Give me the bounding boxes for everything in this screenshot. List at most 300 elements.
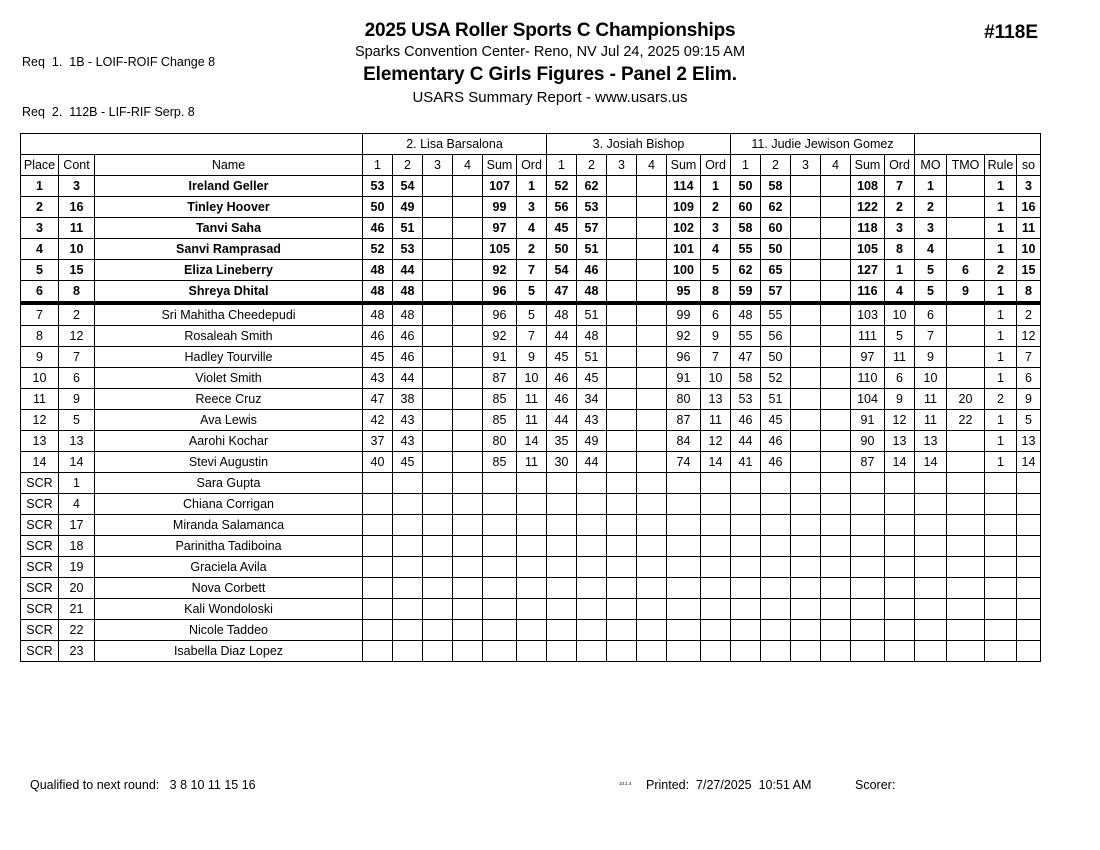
- cell-j2-sum: [667, 515, 701, 536]
- cell-j1-score-1: 40: [363, 452, 393, 473]
- cell-rule: [985, 620, 1017, 641]
- cell-j2-ord: 1: [701, 176, 731, 197]
- cell-j1-sum: [483, 599, 517, 620]
- cell-j3-score-4: [821, 347, 851, 368]
- cell-j1-sum: 87: [483, 368, 517, 389]
- cell-j1-score-3: [423, 368, 453, 389]
- cell-j3-score-3: [791, 347, 821, 368]
- cell-tmo: [947, 326, 985, 347]
- cell-place: 14: [21, 452, 59, 473]
- cell-name: Nicole Taddeo: [95, 620, 363, 641]
- cell-j1-ord: [517, 473, 547, 494]
- judge-banner-2: 3. Josiah Bishop: [547, 134, 731, 155]
- cell-j1-score-1: 37: [363, 431, 393, 452]
- table-row: [21, 431, 1041, 452]
- cell-j1-sum: 97: [483, 218, 517, 239]
- cell-j3-score-2: [761, 494, 791, 515]
- cell-mo: [915, 536, 947, 557]
- cell-name: Eliza Lineberry: [95, 260, 363, 281]
- cell-j1-score-3: [423, 326, 453, 347]
- cell-j3-sum: 105: [851, 239, 885, 260]
- cell-j3-ord: 14: [885, 452, 915, 473]
- cell-j2-score-1: [547, 515, 577, 536]
- cell-j1-score-4: [453, 473, 483, 494]
- header-j3-score-2: 2: [761, 155, 791, 176]
- cell-j3-ord: [885, 494, 915, 515]
- cell-j2-score-2: 46: [577, 260, 607, 281]
- cell-j3-ord: 12: [885, 410, 915, 431]
- cell-j1-score-3: [423, 260, 453, 281]
- cell-j2-score-1: 46: [547, 389, 577, 410]
- cell-place: 4: [21, 239, 59, 260]
- cell-j2-sum: [667, 557, 701, 578]
- cell-j3-score-2: [761, 557, 791, 578]
- cell-place: SCR: [21, 536, 59, 557]
- cell-j3-score-4: [821, 578, 851, 599]
- cell-j3-ord: [885, 557, 915, 578]
- cell-cont: 7: [59, 347, 95, 368]
- cell-j2-score-2: [577, 515, 607, 536]
- cell-mo: 7: [915, 326, 947, 347]
- cell-j2-score-3: [607, 389, 637, 410]
- cell-j3-ord: [885, 641, 915, 662]
- cell-j3-score-3: [791, 536, 821, 557]
- cell-j3-sum: 104: [851, 389, 885, 410]
- cell-j1-sum: [483, 641, 517, 662]
- cell-tmo: [947, 176, 985, 197]
- cell-j3-score-1: 58: [731, 218, 761, 239]
- cell-j1-score-4: [453, 641, 483, 662]
- table-row: [21, 557, 1041, 578]
- cell-j3-score-2: 52: [761, 368, 791, 389]
- cell-j2-score-2: 48: [577, 326, 607, 347]
- cell-j2-score-4: [637, 515, 667, 536]
- cell-j1-score-3: [423, 176, 453, 197]
- cell-j3-score-2: [761, 473, 791, 494]
- cell-j2-score-1: 56: [547, 197, 577, 218]
- cell-j1-score-2: 49: [393, 197, 423, 218]
- cell-j1-score-3: [423, 281, 453, 304]
- header-j3-score-3: 3: [791, 155, 821, 176]
- cell-tmo: [947, 620, 985, 641]
- cell-j1-score-4: [453, 239, 483, 260]
- cell-j3-sum: 122: [851, 197, 885, 218]
- cell-j3-score-4: [821, 303, 851, 326]
- cell-tmo: [947, 557, 985, 578]
- cell-j1-score-1: [363, 557, 393, 578]
- cell-j3-score-2: 56: [761, 326, 791, 347]
- version-mark: 10.1.4: [619, 781, 632, 786]
- table-row: [21, 239, 1041, 260]
- table-row: [21, 218, 1041, 239]
- cell-j3-score-1: 60: [731, 197, 761, 218]
- cell-j3-score-4: [821, 410, 851, 431]
- header-j3-sum: Sum: [851, 155, 885, 176]
- cell-j1-sum: 85: [483, 410, 517, 431]
- cell-mo: 11: [915, 410, 947, 431]
- banner-spacer: [21, 134, 363, 155]
- cell-j1-score-2: [393, 515, 423, 536]
- cell-j2-score-1: [547, 557, 577, 578]
- cell-rule: [985, 494, 1017, 515]
- cell-j1-score-1: 43: [363, 368, 393, 389]
- header-place: Place: [21, 155, 59, 176]
- cell-j3-score-4: [821, 389, 851, 410]
- cell-j1-score-1: 48: [363, 303, 393, 326]
- cell-place: SCR: [21, 578, 59, 599]
- cell-so: 14: [1017, 452, 1041, 473]
- results-table: [20, 133, 1041, 662]
- cell-j1-sum: 85: [483, 452, 517, 473]
- cell-j1-score-2: 51: [393, 218, 423, 239]
- cell-j2-score-2: [577, 620, 607, 641]
- cell-j3-ord: [885, 599, 915, 620]
- cell-rule: [985, 557, 1017, 578]
- cell-j2-ord: [701, 515, 731, 536]
- cell-rule: 2: [985, 260, 1017, 281]
- cell-cont: 17: [59, 515, 95, 536]
- cell-place: 5: [21, 260, 59, 281]
- cell-place: 1: [21, 176, 59, 197]
- cell-cont: 11: [59, 218, 95, 239]
- cell-j1-ord: 11: [517, 389, 547, 410]
- header-j2-score-3: 3: [607, 155, 637, 176]
- cell-j1-score-1: 46: [363, 326, 393, 347]
- cell-j2-sum: 114: [667, 176, 701, 197]
- column-header-row: [21, 155, 1041, 176]
- cell-j2-score-2: [577, 557, 607, 578]
- cell-j3-ord: 9: [885, 389, 915, 410]
- cell-j1-ord: 3: [517, 197, 547, 218]
- cell-j3-score-4: [821, 494, 851, 515]
- table-row: [21, 176, 1041, 197]
- cell-j1-score-2: [393, 641, 423, 662]
- cell-j1-score-3: [423, 494, 453, 515]
- cell-j2-sum: 87: [667, 410, 701, 431]
- cell-name: Tinley Hoover: [95, 197, 363, 218]
- cell-j3-ord: 11: [885, 347, 915, 368]
- cell-j1-score-4: [453, 578, 483, 599]
- cell-j2-sum: 84: [667, 431, 701, 452]
- cell-j2-score-2: [577, 578, 607, 599]
- table-row: [21, 473, 1041, 494]
- cell-j3-score-3: [791, 239, 821, 260]
- cell-j3-score-4: [821, 452, 851, 473]
- cell-cont: 22: [59, 620, 95, 641]
- cell-j3-score-3: [791, 578, 821, 599]
- cell-j1-score-1: 50: [363, 197, 393, 218]
- cell-j2-score-3: [607, 452, 637, 473]
- cell-j1-ord: [517, 515, 547, 536]
- cell-j3-ord: 3: [885, 218, 915, 239]
- cell-j1-ord: [517, 641, 547, 662]
- table-row: [21, 303, 1041, 326]
- cell-mo: 9: [915, 347, 947, 368]
- cell-j2-score-1: [547, 494, 577, 515]
- cell-j2-ord: [701, 620, 731, 641]
- cell-so: 15: [1017, 260, 1041, 281]
- cell-rule: 1: [985, 176, 1017, 197]
- cell-mo: 10: [915, 368, 947, 389]
- cell-j3-score-2: [761, 515, 791, 536]
- cell-j2-score-1: 48: [547, 303, 577, 326]
- cell-j2-score-2: 48: [577, 281, 607, 304]
- cell-j1-sum: 107: [483, 176, 517, 197]
- cell-j3-score-2: 50: [761, 347, 791, 368]
- cell-mo: 11: [915, 389, 947, 410]
- cell-j3-sum: [851, 536, 885, 557]
- cell-j3-score-1: 53: [731, 389, 761, 410]
- cell-j2-score-1: 44: [547, 326, 577, 347]
- cell-j2-score-3: [607, 641, 637, 662]
- cell-cont: 21: [59, 599, 95, 620]
- cell-j1-score-4: [453, 260, 483, 281]
- cell-j1-score-3: [423, 197, 453, 218]
- cell-cont: 12: [59, 326, 95, 347]
- cell-j2-score-1: [547, 599, 577, 620]
- cell-j3-score-1: 41: [731, 452, 761, 473]
- cell-j2-score-3: [607, 473, 637, 494]
- cell-tmo: 20: [947, 389, 985, 410]
- cell-j2-ord: 9: [701, 326, 731, 347]
- table-row: [21, 599, 1041, 620]
- cell-j2-score-1: 50: [547, 239, 577, 260]
- cell-so: [1017, 494, 1041, 515]
- cell-tmo: [947, 303, 985, 326]
- qualified-next-round: Qualified to next round: 3 8 10 11 15 16: [30, 778, 256, 792]
- header-j1-ord: Ord: [517, 155, 547, 176]
- cell-mo: [915, 557, 947, 578]
- cell-j2-score-4: [637, 431, 667, 452]
- judge-banner-row: [21, 134, 1041, 155]
- cell-j1-ord: [517, 620, 547, 641]
- cell-j2-score-2: 49: [577, 431, 607, 452]
- cell-tmo: [947, 515, 985, 536]
- cell-cont: 3: [59, 176, 95, 197]
- cell-j2-sum: 95: [667, 281, 701, 304]
- cell-so: [1017, 620, 1041, 641]
- title-block: [0, 19, 1100, 108]
- cell-j3-sum: 87: [851, 452, 885, 473]
- cell-j3-score-3: [791, 599, 821, 620]
- header-mo: MO: [915, 155, 947, 176]
- cell-so: [1017, 599, 1041, 620]
- cell-j1-score-3: [423, 303, 453, 326]
- cell-j3-score-2: 57: [761, 281, 791, 304]
- cell-j1-score-1: [363, 620, 393, 641]
- cell-j2-score-2: 57: [577, 218, 607, 239]
- cell-place: SCR: [21, 641, 59, 662]
- cell-j1-score-4: [453, 515, 483, 536]
- cell-tmo: 6: [947, 260, 985, 281]
- page-header: [0, 0, 1100, 119]
- cell-so: 12: [1017, 326, 1041, 347]
- cell-mo: [915, 641, 947, 662]
- cell-cont: 13: [59, 431, 95, 452]
- cell-j1-ord: 11: [517, 410, 547, 431]
- page-title: 2025 USA Roller Sports C Championships: [364, 20, 736, 41]
- cell-j2-sum: 99: [667, 303, 701, 326]
- cell-mo: 5: [915, 281, 947, 304]
- cell-j2-score-2: [577, 536, 607, 557]
- cell-j3-score-2: [761, 578, 791, 599]
- cell-j1-ord: 7: [517, 260, 547, 281]
- cell-j3-score-3: [791, 281, 821, 304]
- cell-j1-score-3: [423, 473, 453, 494]
- cell-j2-sum: 80: [667, 389, 701, 410]
- cell-j2-ord: 7: [701, 347, 731, 368]
- cell-j2-ord: 8: [701, 281, 731, 304]
- cell-so: [1017, 641, 1041, 662]
- cell-j3-score-1: [731, 578, 761, 599]
- cell-j3-score-3: [791, 389, 821, 410]
- cell-j2-score-4: [637, 347, 667, 368]
- cell-rule: [985, 473, 1017, 494]
- cell-j3-sum: [851, 620, 885, 641]
- cell-j3-score-4: [821, 557, 851, 578]
- cell-so: [1017, 578, 1041, 599]
- table-row: [21, 347, 1041, 368]
- cell-rule: 1: [985, 239, 1017, 260]
- cell-j3-score-2: [761, 620, 791, 641]
- cell-j3-score-4: [821, 281, 851, 304]
- scorer-label: Scorer:: [855, 778, 896, 792]
- cell-j3-sum: [851, 578, 885, 599]
- cell-j1-score-1: 53: [363, 176, 393, 197]
- cell-j1-sum: [483, 515, 517, 536]
- cell-j1-sum: [483, 578, 517, 599]
- cell-rule: 1: [985, 431, 1017, 452]
- cell-j1-sum: 96: [483, 303, 517, 326]
- cell-j3-score-1: [731, 515, 761, 536]
- cell-j2-ord: [701, 557, 731, 578]
- cell-j2-ord: [701, 494, 731, 515]
- cell-name: Stevi Augustin: [95, 452, 363, 473]
- cell-place: 12: [21, 410, 59, 431]
- cell-j2-score-3: [607, 431, 637, 452]
- cell-name: Ireland Geller: [95, 176, 363, 197]
- cell-j3-score-3: [791, 557, 821, 578]
- cell-j2-score-3: [607, 281, 637, 304]
- cell-j3-score-2: 46: [761, 452, 791, 473]
- header-j2-ord: Ord: [701, 155, 731, 176]
- cell-j3-score-4: [821, 197, 851, 218]
- cell-j1-sum: 92: [483, 326, 517, 347]
- cell-j3-score-2: [761, 641, 791, 662]
- cell-place: 9: [21, 347, 59, 368]
- cell-j2-sum: 102: [667, 218, 701, 239]
- cell-j2-score-4: [637, 452, 667, 473]
- cell-j2-score-4: [637, 641, 667, 662]
- cell-j2-ord: 2: [701, 197, 731, 218]
- cell-j2-ord: [701, 473, 731, 494]
- cell-mo: [915, 494, 947, 515]
- cell-tmo: [947, 239, 985, 260]
- cell-j1-score-3: [423, 641, 453, 662]
- cell-so: 11: [1017, 218, 1041, 239]
- cell-rule: 1: [985, 326, 1017, 347]
- cell-j3-score-4: [821, 473, 851, 494]
- cell-j2-score-4: [637, 578, 667, 599]
- cell-tmo: [947, 536, 985, 557]
- cell-j3-score-2: 62: [761, 197, 791, 218]
- cell-j3-score-2: [761, 599, 791, 620]
- cell-j2-ord: [701, 599, 731, 620]
- cell-j1-score-2: [393, 578, 423, 599]
- cell-j1-score-2: [393, 620, 423, 641]
- cell-place: 10: [21, 368, 59, 389]
- cell-j1-score-4: [453, 176, 483, 197]
- report-subtitle: USARS Summary Report - www.usars.us: [412, 89, 688, 106]
- cell-j3-score-3: [791, 452, 821, 473]
- cell-j1-score-1: [363, 599, 393, 620]
- header-j1-score-2: 2: [393, 155, 423, 176]
- cell-j2-score-2: 51: [577, 303, 607, 326]
- cell-j1-score-4: [453, 389, 483, 410]
- table-row: [21, 410, 1041, 431]
- cell-rule: [985, 536, 1017, 557]
- cell-j2-sum: [667, 473, 701, 494]
- cell-j3-score-1: 55: [731, 326, 761, 347]
- cell-j1-score-2: 38: [393, 389, 423, 410]
- cell-j3-sum: 90: [851, 431, 885, 452]
- cell-j1-ord: 11: [517, 452, 547, 473]
- cell-place: 13: [21, 431, 59, 452]
- cell-j1-score-1: [363, 641, 393, 662]
- cell-mo: 6: [915, 303, 947, 326]
- cell-j3-score-4: [821, 218, 851, 239]
- cell-j3-score-2: 45: [761, 410, 791, 431]
- cell-j3-score-4: [821, 239, 851, 260]
- cell-j1-score-1: 48: [363, 281, 393, 304]
- cell-j2-score-1: 54: [547, 260, 577, 281]
- cell-j1-ord: 7: [517, 326, 547, 347]
- cell-j3-score-1: [731, 641, 761, 662]
- cell-j3-score-1: 48: [731, 303, 761, 326]
- cell-j3-score-1: [731, 536, 761, 557]
- cell-j2-score-1: 45: [547, 218, 577, 239]
- cell-j2-ord: 14: [701, 452, 731, 473]
- cell-j2-ord: 13: [701, 389, 731, 410]
- cell-j2-score-3: [607, 536, 637, 557]
- cell-j1-score-2: [393, 536, 423, 557]
- cell-j2-sum: 101: [667, 239, 701, 260]
- cell-j3-score-2: 58: [761, 176, 791, 197]
- table-row: [21, 536, 1041, 557]
- cell-j1-score-1: [363, 473, 393, 494]
- header-j1-score-4: 4: [453, 155, 483, 176]
- cell-mo: 2: [915, 197, 947, 218]
- header-tmo: TMO: [947, 155, 985, 176]
- cell-place: SCR: [21, 515, 59, 536]
- cell-rule: [985, 641, 1017, 662]
- cell-j1-score-3: [423, 536, 453, 557]
- cell-rule: 1: [985, 281, 1017, 304]
- cell-j2-score-1: 47: [547, 281, 577, 304]
- cell-so: 7: [1017, 347, 1041, 368]
- cell-name: Chiana Corrigan: [95, 494, 363, 515]
- cell-j3-ord: 4: [885, 281, 915, 304]
- cell-j3-score-3: [791, 641, 821, 662]
- cell-rule: 1: [985, 197, 1017, 218]
- cell-j2-sum: [667, 641, 701, 662]
- table-row: [21, 641, 1041, 662]
- table-row: [21, 578, 1041, 599]
- cell-mo: 3: [915, 218, 947, 239]
- cell-j2-sum: 109: [667, 197, 701, 218]
- cell-j2-score-4: [637, 620, 667, 641]
- cell-j2-score-2: [577, 641, 607, 662]
